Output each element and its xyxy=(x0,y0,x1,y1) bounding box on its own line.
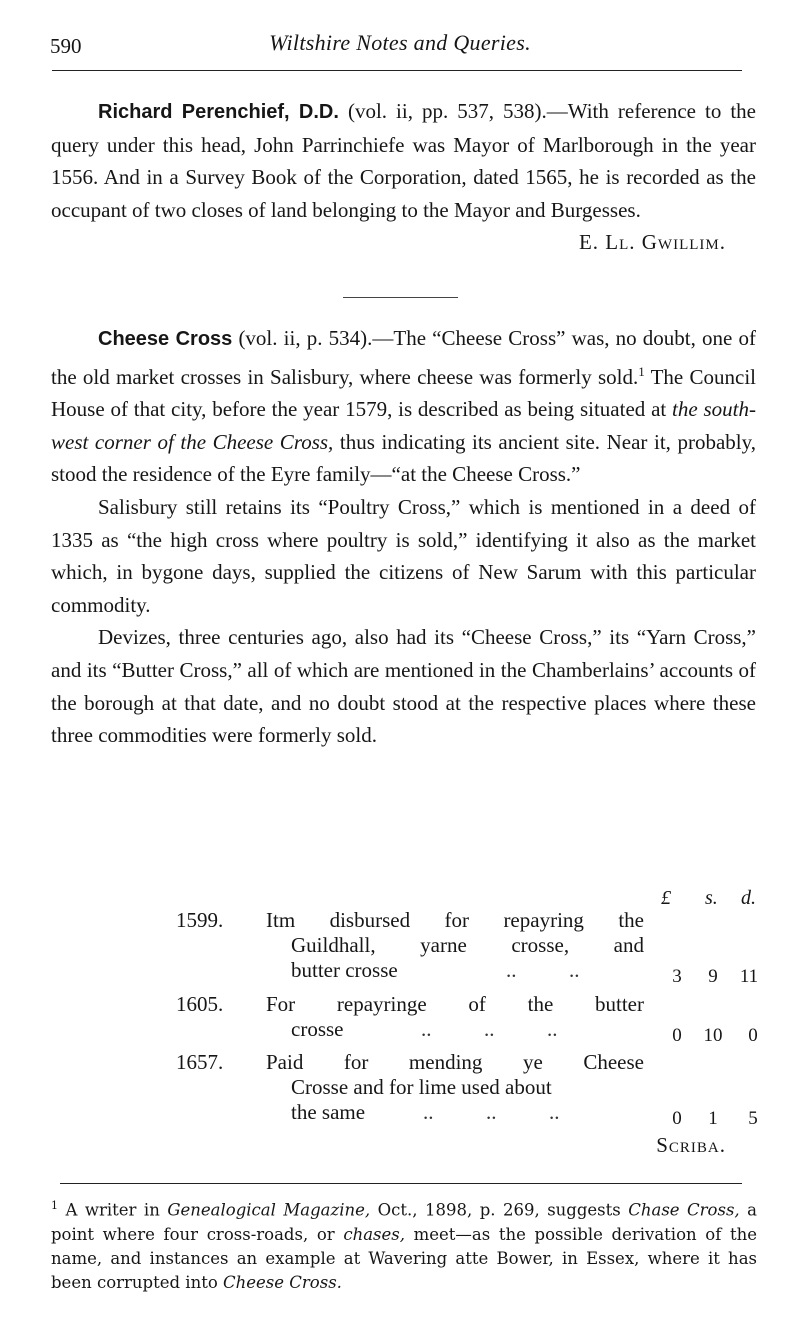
entry-line: the same xyxy=(291,1100,366,1124)
account-entry xyxy=(51,992,756,1050)
cheese-cross-paragraph-1: Cheese Cross (vol. ii, p. 534).—The “Cheese Cross” was, no doubt, one of the old market crosses in Salisbury, where cheese was formerly sold.$^1$ The Council House of that city, before the year 1579, is described as being situated at the south-west corner of the Cheese Cross, thus indicating its ancient site. Near it, probably, stood the residence of the Eyre family—“at the Cheese Cross.” xyxy=(51,326,757,487)
amount-pounds: 0 xyxy=(672,1025,682,1046)
amount-pounds: 3 xyxy=(672,966,682,987)
amount-pence: 5 xyxy=(748,1108,758,1129)
amount-shillings: 9 xyxy=(708,966,718,987)
footnote: $^1$ A writer in Genealogical Magazine, Oct., 1898, p. 269, suggests Chase Cross, a point where four cross-roads, or chases, meet—as the possible derivation of the name, and instances an example at Wavering atte Bower, in Essex, where it has been corrupted into Cheese Cross. xyxy=(51,1199,757,1292)
footnote-rule xyxy=(60,1183,742,1184)
entry-line: crosse xyxy=(291,1017,344,1041)
section-divider xyxy=(343,297,458,298)
entry-line: butter crosse xyxy=(291,958,398,982)
note-cheese-cross xyxy=(51,322,756,752)
note-perenchief xyxy=(51,95,756,259)
shilling-header: s. xyxy=(705,887,718,909)
amount-pence: 11 xyxy=(739,966,759,987)
amount-pounds: 0 xyxy=(672,1108,682,1129)
running-title: Wiltshire Notes and Queries. xyxy=(269,30,531,55)
footnote-marker: 1 xyxy=(51,1199,58,1212)
currency-header-row xyxy=(51,880,756,908)
footnote-ref: 1 xyxy=(638,363,645,379)
accounts-table xyxy=(51,880,759,1160)
leader-dots: .. .. xyxy=(506,958,580,982)
amount-shillings: 10 xyxy=(703,1025,723,1046)
entry-line: Itm disbursed for repayring the xyxy=(266,908,644,932)
entry-line: For repayringe of the butter xyxy=(266,992,644,1016)
page-number: 590 xyxy=(50,34,82,58)
leader-dots: .. .. .. xyxy=(421,1017,558,1041)
cheese-cross-paragraph-3: Devizes, three centuries ago, also had its “Cheese Cross,” its “Yarn Cross,” and its “Butter Cross,” all of which are mentioned in the Chamberlains’ accounts of the borough at that date, and no doubt stood at the respective places where these three commodities were formerly sold. xyxy=(51,625,756,748)
note-perenchief-text: (vol. ii, pp. 537, 538).—With reference to the query under this head, John Parrinchiefe was Mayor of Marlborough in the year 1556. And in a Survey Book of the Corporation, dated 1565, he is recorded as the occupant of two closes of land belonging to the Mayor and Burgesses. xyxy=(51,99,756,222)
note-perenchief-paragraph xyxy=(51,95,756,226)
entry-year: 1657. xyxy=(176,1050,224,1074)
pound-header: £ xyxy=(661,887,671,909)
page-header xyxy=(50,30,750,66)
entry-line: Guildhall, yarne crosse, and xyxy=(291,933,644,957)
pence-header: d. xyxy=(741,887,756,909)
note-perenchief-heading: Richard Perenchief, D.D. xyxy=(98,101,339,123)
entry-line: Paid for mending ye Cheese xyxy=(266,1050,644,1074)
cheese-cross-heading: Cheese Cross xyxy=(98,328,233,350)
leader-dots: .. .. .. xyxy=(423,1100,560,1124)
header-rule xyxy=(52,70,742,71)
amount-shillings: 1 xyxy=(708,1108,718,1129)
entry-line: Crosse and for lime used about xyxy=(291,1075,552,1099)
note-perenchief-signature: E. Ll. Gwillim. xyxy=(578,230,726,255)
entry-year: 1599. xyxy=(176,908,224,932)
account-entry xyxy=(51,908,759,992)
entry-year: 1605. xyxy=(176,992,224,1016)
amount-pence: 0 xyxy=(748,1025,758,1046)
cheese-cross-paragraph-2: Salisbury still retains its “Poultry Cross,” which is mentioned in a deed of 1335 as “the high cross where poultry is sold,” identifying it also as the market which, in bygone days, supplied the citizens of New Sarum with this particular commodity. xyxy=(51,494,756,617)
accounts-signature: Scriba. xyxy=(656,1133,726,1157)
account-entry xyxy=(51,1050,756,1160)
